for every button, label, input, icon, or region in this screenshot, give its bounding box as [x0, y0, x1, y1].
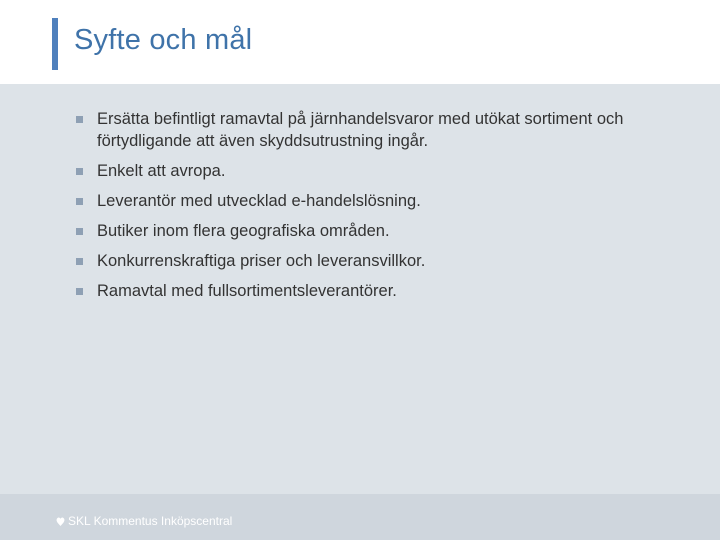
bullet-text: Ramavtal med fullsortimentsleverantörer. — [97, 282, 397, 300]
square-bullet-icon — [76, 288, 83, 295]
bullet-text: Butiker inom flera geografiska områden. — [97, 222, 390, 240]
square-bullet-icon — [76, 198, 83, 205]
footer-logo — [56, 514, 232, 528]
title-accent-bar — [52, 18, 58, 70]
bullet-item — [76, 280, 686, 302]
slide-footer — [0, 494, 720, 540]
skl-heart-logo-icon — [56, 516, 65, 527]
bullet-item — [76, 250, 686, 272]
slide-content — [0, 84, 720, 494]
bullet-item — [76, 190, 686, 212]
bullet-item — [76, 108, 686, 152]
bullet-text: Leverantör med utvecklad e-handelslösning. — [97, 192, 421, 210]
footer-logo-text: SKL Kommentus Inköpscentral — [68, 514, 233, 528]
square-bullet-icon — [76, 258, 83, 265]
square-bullet-icon — [76, 168, 83, 175]
square-bullet-icon — [76, 116, 83, 123]
bullet-item — [76, 220, 686, 242]
slide-title: Syfte och mål — [74, 24, 253, 56]
bullet-text: Enkelt att avropa. — [97, 162, 226, 180]
bullet-text: Ersätta befintligt ramavtal på järnhandelsvaror med utökat sortiment och förtydligande att även skyddsutrustning ingår. — [97, 110, 624, 150]
slide-header — [0, 0, 720, 84]
bullet-list — [76, 108, 686, 310]
bullet-text: Konkurrenskraftiga priser och leveransvillkor. — [97, 252, 426, 270]
square-bullet-icon — [76, 228, 83, 235]
bullet-item — [76, 160, 686, 182]
